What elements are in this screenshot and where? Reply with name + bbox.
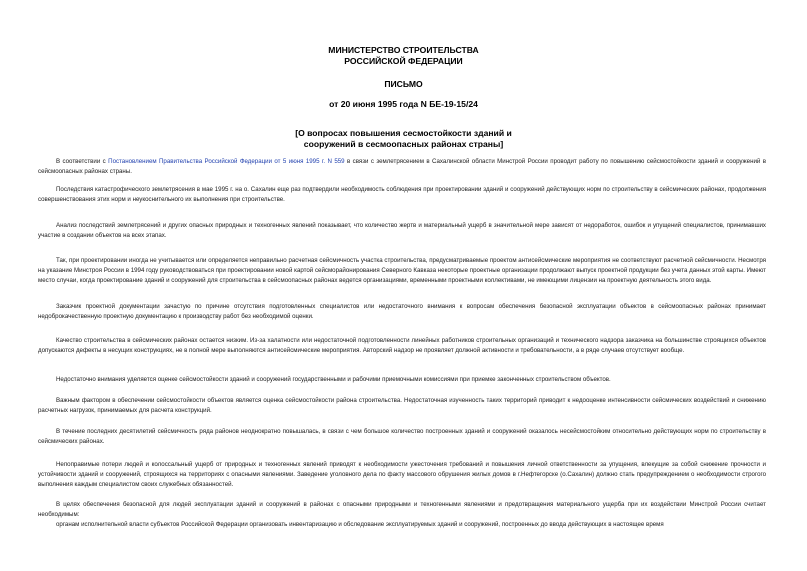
paragraph-10: Непоправимые потери людей и колоссальный ущерб от природных и техногенных явлений приводят к необходимости ужесточения требований и повышения личной ответственности за упущения, влекущие за собой снижение прочности и устойчивости зданий и сооружений, строящихся на территориях с опасными явлениями. Заведение уголовного дела по факту массового обрушения жилых домов в г.Нефтегорске (о.Сахалин) должно стать предупреждением о необходимости строгого выполнения каждым специалистом своих служебных обязанностей. <box>38 461 766 488</box>
paragraph-1 <box>38 157 766 177</box>
paragraph-1-text-after: в связи с землетрясением в Сахалинской области Минстрой России проводит работу по повышению сейсмостойкости зданий и сооружений в сейсмоопасных районах страны. <box>38 158 766 175</box>
paragraph-12: органам исполнительной власти субъектов Российской Федерации организовать инвентаризацию и обследование эксплуатируемых зданий и сооружений, построенных до ввода действующих в настоящее время <box>56 521 664 528</box>
paragraph-4: Так, при проектировании иногда не учитывается или определяется неправильно расчетная сейсмичность участка строительства, предусматриваемые проектом антисейсмические мероприятия не соответствуют расчетной сейсмичности. Несмотря на указание Минстроя России в 1994 году руководствоваться при проектировании новой картой сейсморайонирования Северного Кавказа некоторые проектные организации продолжают выпуск проектной продукции без учета данных этой карты. Имеют место случаи, когда проектирование зданий и сооружений для строительства в сейсмоопасных районах ведется организациями, временными проектными коллективами, не имеющими лицензии на проектную деятельность этого вида. <box>38 257 766 284</box>
paragraph-5: Заказчик проектной документации зачастую по причине отсутствия подготовленных специалистов или недостаточного внимания к вопросам обеспечения безопасной эксплуатации объектов в сейсмоопасных районах принимает недоброкачественную проектную документацию к производству работ без необходимой оценки. <box>38 303 766 320</box>
ministry-name-line2: РОССИЙСКОЙ ФЕДЕРАЦИИ <box>344 56 463 66</box>
paragraph-3: Анализ последствий землетрясений и других опасных природных и техногенных явлений показывает, что количество жертв и материальный ущерб в значительной мере зависят от недоработок, ошибок и упущений специалистов, принимавших участие в создании объектов на всех этапах. <box>38 222 766 239</box>
document-type: ПИСЬМО <box>384 79 423 89</box>
paragraph-9: В течение последних десятилетий сейсмичность ряда районов неоднократно повышалась, в связи с чем большое количество построенных зданий и сооружений оказалось несейсмостойким относительно действующих норм по строительству в сейсмических районах. <box>38 428 766 445</box>
paragraph-2: Последствия катастрофического землетрясения в мае 1995 г. на о. Сахалин еще раз подтвердили необходимость соблюдения при проектировании зданий и сооружений действующих норм по строительству в сейсмических районах, продолжения совершенствования этих норм и неукоснительного их выполнения при строительстве. <box>38 186 766 203</box>
document-title-line2: сооружений в сесмоопасных районах страны] <box>303 139 504 149</box>
ministry-name-line1: МИНИСТЕРСТВО СТРОИТЕЛЬСТВА <box>328 45 479 55</box>
paragraph-6: Качество строительства в сейсмических районах остается низким. Из-за халатности или недостаточной подготовленности линейных работников строительных организаций и технического надзора заказчика на большинстве строящихся объектов допускаются дефекты в несущих конструкциях, не в полной мере выполняются антисейсмические мероприятия. Авторский надзор не проявляет должной активности и требовательности, а в ряде случаев отсутствует вообще. <box>38 337 766 354</box>
paragraph-7: Недостаточно внимания уделяется оценке сейсмостойкости зданий и сооружений государственными и рабочими приемочными комиссиями при приемке законченных строительством объектов. <box>56 376 611 383</box>
paragraph-1-text-before: В соответствии с <box>56 158 109 165</box>
government-decree-link[interactable]: Постановлением Правительства Российской Федерации от 5 июня 1995 г. N 559 <box>108 158 345 165</box>
paragraph-8: Важным фактором в обеспечении сейсмостойкости объектов является оценка сейсмостойкости района строительства. Недостаточная изученность таких территорий приводит к недооценке интенсивности сейсмических воздействий и снижению расчетных нагрузок, принимаемых для расчета конструкций. <box>38 397 766 414</box>
paragraph-11: В целях обеспечения безопасной для людей эксплуатации зданий и сооружений в районах с опасными природными и техногенными явлениями и предотвращения материального ущерба при их воздействии Минстрой России считает необходимым: <box>38 501 766 518</box>
document-title-line1: [О вопросах повышения сесмостойкости зданий и <box>295 128 512 138</box>
document-date-number: от 20 июня 1995 года N БЕ-19-15/24 <box>329 99 478 109</box>
